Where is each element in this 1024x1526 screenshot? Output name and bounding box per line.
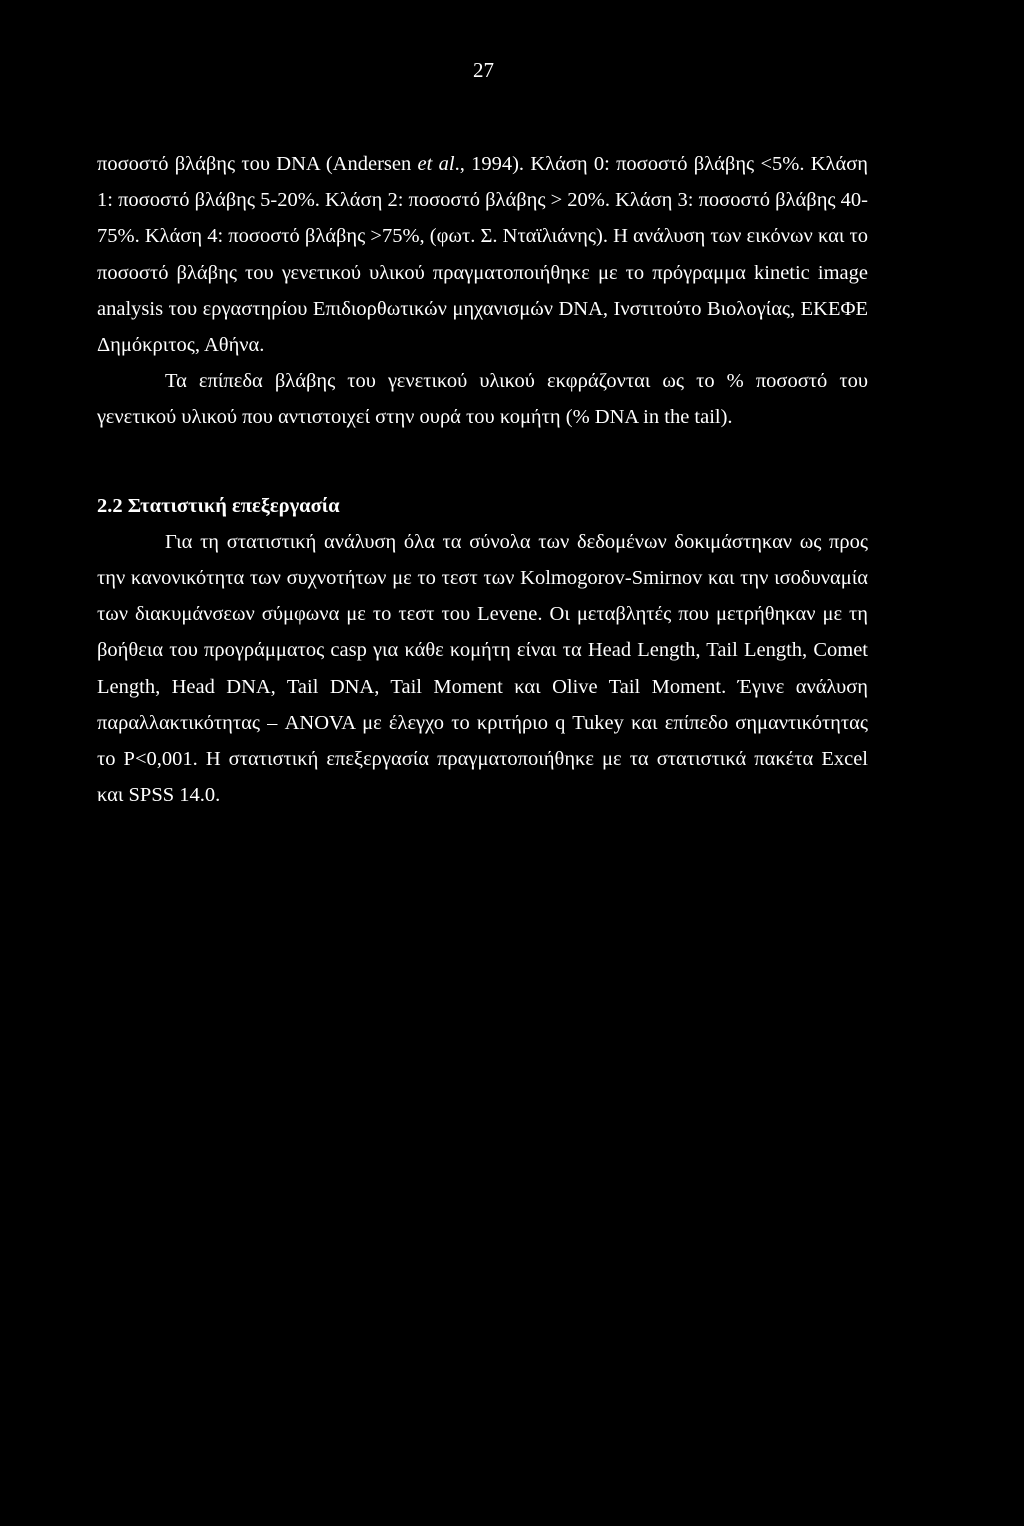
paragraph-text-rest: ., 1994). Κλάση 0: ποσοστό βλάβης <5%. Κλάση 1: ποσοστό βλάβης 5-20%. Κλάση 2: ποσοστό βλάβης > 20%. Κλάση 3: ποσοστό βλάβης 40-75%. Κλάση 4: ποσοστό βλάβης >75%, (φωτ. Σ. Νταϊλιάνης). Η ανάλυση των εικόνων και το ποσοστό βλάβης του γενετικού υλικού πραγματοποιήθηκε με το πρόγραμμα kinetic image analysis του εργαστηρίου Επιδιορθωτικών μηχανισμών DNA, Ινστιτούτο Βιολογίας, ΕΚΕΦΕ Δημόκριτος, Αθήνα. bbox=[97, 153, 869, 357]
section-heading: 2.2 Στατιστική επεξεργασία bbox=[97, 494, 340, 517]
citation-italic: et al bbox=[417, 153, 455, 175]
document-body bbox=[97, 146, 868, 813]
paragraph-statistics: Για τη στατιστική ανάλυση όλα τα σύνολα των δεδομένων δοκιμάστηκαν ως προς την κανονικότητα των συχνοτήτων με το τεστ των Kolmogorov-Smirnov και την ισοδυναμία των διακυμάνσεων σύμφωνα με το τεστ του Levene. Οι μεταβλητές που μετρήθηκαν με τη βοήθεια του προγράμματος casp για κάθε κομήτη είναι τα Head Length, Tail Length, Comet Length, Head DNA, Tail DNA, Tail Moment και Olive Tail Moment. Έγινε ανάλυση παραλλακτικότητας – ANOVA με έλεγχο το κριτήριο q Tukey και επίπεδο σημαντικότητας το P<0,001. Η στατιστική επεξεργασία πραγματοποιήθηκε με τα στατιστικά πακέτα Excel και SPSS 14.0. bbox=[97, 530, 868, 807]
paragraph-comet-classes bbox=[97, 146, 868, 363]
page-number: 27 bbox=[473, 58, 494, 82]
paragraph-text: ποσοστό βλάβης του DNA (Andersen bbox=[97, 153, 418, 175]
paragraph-damage-levels: Τα επίπεδα βλάβης του γενετικού υλικού εκφράζονται ως το % ποσοστό του γενετικού υλικού που αντιστοιχεί στην ουρά του κομήτη (% DNA in the tail). bbox=[97, 370, 868, 429]
